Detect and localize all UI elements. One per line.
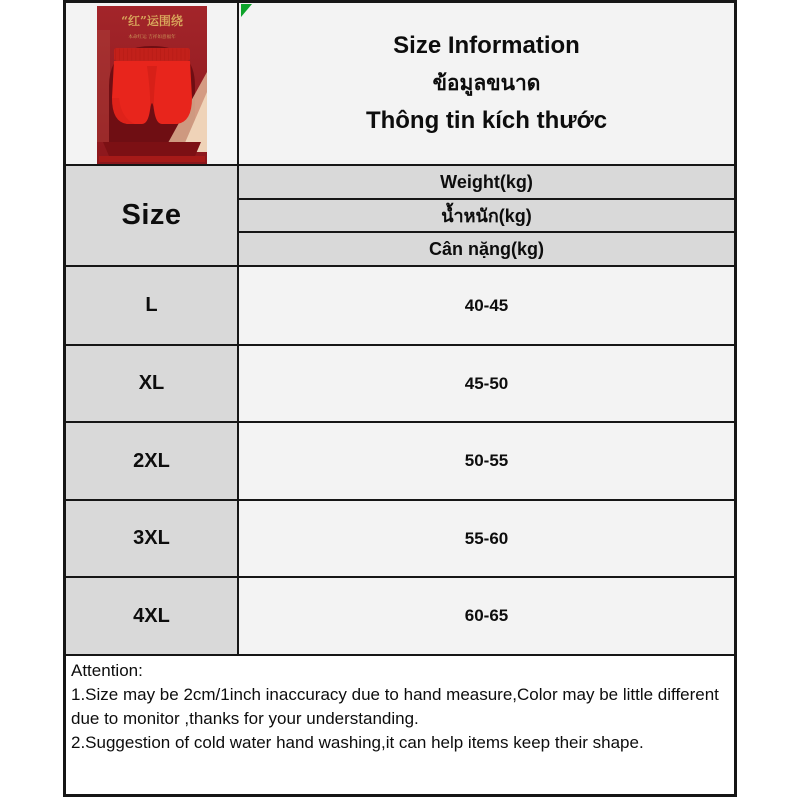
weight-row-value: 40-45 xyxy=(238,266,735,345)
title-thai: ข้อมูลขนาด xyxy=(432,72,541,95)
title-english: Size Information xyxy=(393,32,580,59)
product-photo xyxy=(97,6,207,164)
photo-floor-strip xyxy=(99,156,205,162)
weight-row-value: 55-60 xyxy=(238,500,735,577)
product-image-subtitle: 本命红运 吉祥如意福年 xyxy=(127,34,176,40)
attention-line-1: 1.Size may be 2cm/1inch inaccuracy due to hand measure,Color may be little different due to monitor ,thanks for your understanding. xyxy=(71,685,719,728)
photo-left-panel xyxy=(97,30,110,142)
size-row-label: 4XL xyxy=(65,577,238,655)
weight-header-vietnamese: Cân nặng(kg) xyxy=(238,232,735,266)
weight-header-thai: น้ำหนัก(kg) xyxy=(238,199,735,232)
size-table xyxy=(63,0,737,797)
weight-row-value: 60-65 xyxy=(238,577,735,655)
weight-row-value: 45-50 xyxy=(238,345,735,422)
attention-note xyxy=(65,655,735,795)
photo-platform xyxy=(103,142,201,156)
size-row-label: 3XL xyxy=(65,500,238,577)
size-row-label: 2XL xyxy=(65,422,238,500)
size-column-header: Size xyxy=(65,165,238,266)
size-row-label: L xyxy=(65,266,238,345)
corner-flag-icon xyxy=(241,4,252,17)
title-cell xyxy=(238,2,735,165)
attention-heading: Attention: xyxy=(71,661,143,680)
size-row-label: XL xyxy=(65,345,238,422)
title-vietnamese: Thông tin kích thước xyxy=(365,107,608,134)
weight-header-english: Weight(kg) xyxy=(238,165,735,199)
attention-line-2: 2.Suggestion of cold water hand washing,it can help items keep their shape. xyxy=(71,733,644,752)
product-title-calligraphy: “红”运围绕 xyxy=(120,13,183,28)
product-image-cell xyxy=(65,2,238,165)
weight-row-value: 50-55 xyxy=(238,422,735,500)
